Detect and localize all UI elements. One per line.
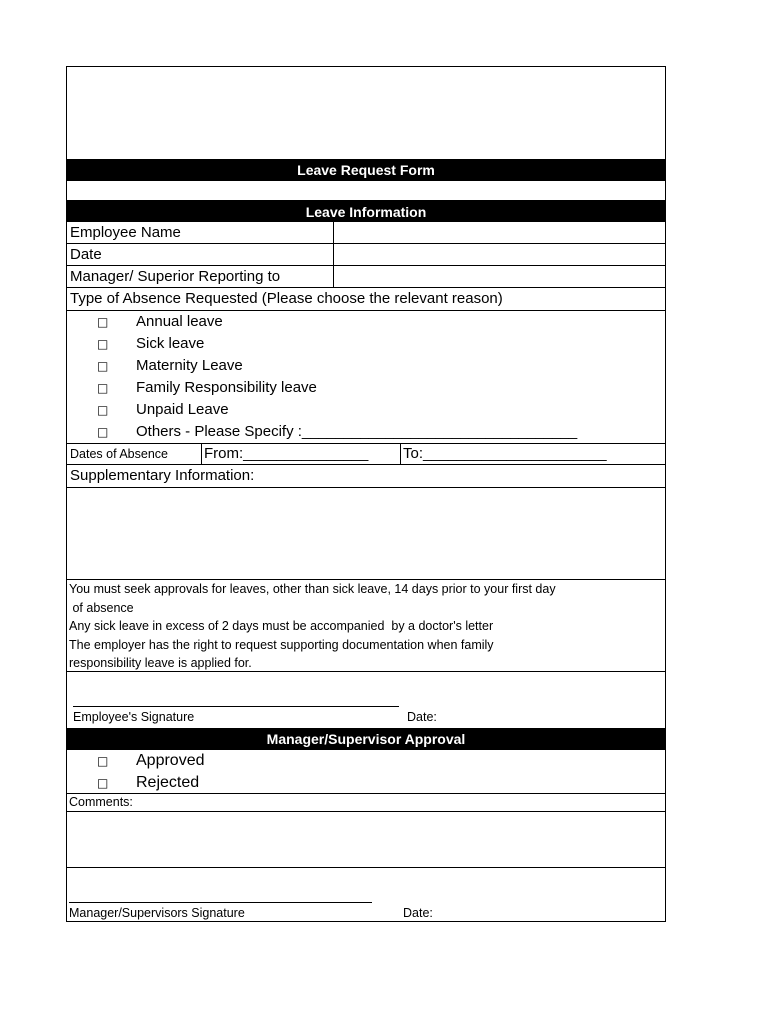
checkbox-icon[interactable]: □ (97, 381, 109, 395)
absence-option-annual[interactable] (67, 311, 665, 333)
supplementary-info-field[interactable] (67, 488, 665, 580)
notes-section (67, 580, 665, 672)
notes-text (69, 580, 556, 673)
note-line: You must seek approvals for leaves, other than sick leave, 14 days prior to your first day (69, 582, 556, 596)
absence-option-label: Maternity Leave (136, 357, 243, 374)
employee-name-row (67, 222, 665, 244)
spacer-row (67, 181, 665, 201)
leave-request-form (66, 66, 666, 922)
supplementary-label-row (67, 465, 665, 488)
absence-type-row (67, 288, 665, 311)
date-from-field[interactable]: From:_______________ (204, 445, 369, 462)
absence-option-label: Others - Please Specify :_________________________________ (136, 423, 578, 440)
absence-option-family[interactable] (67, 377, 665, 399)
manager-signature-label: Manager/Supervisors Signature (69, 906, 245, 920)
comments-field[interactable] (67, 812, 665, 868)
employee-date-label: Date: (407, 710, 437, 724)
employee-name-label: Employee Name (70, 224, 181, 241)
absence-option-label: Family Responsibility leave (136, 379, 317, 396)
manager-row (67, 266, 665, 288)
absence-option-label: Unpaid Leave (136, 401, 229, 418)
comments-label-row (67, 794, 665, 812)
approval-option-label: Approved (136, 752, 205, 769)
employee-signature-line[interactable] (73, 706, 399, 707)
checkbox-icon[interactable]: □ (97, 754, 109, 768)
note-line: responsibility leave is applied for. (69, 656, 252, 670)
manager-date-label: Date: (403, 906, 433, 920)
checkbox-icon[interactable]: □ (97, 776, 109, 790)
checkbox-icon[interactable]: □ (97, 337, 109, 351)
manager-signature-section (67, 868, 665, 922)
absence-option-others[interactable] (67, 421, 665, 443)
form-title: Leave Request Form (67, 159, 665, 181)
column-divider (400, 444, 401, 464)
approval-option-rejected[interactable] (67, 772, 665, 794)
dates-of-absence-row (67, 444, 665, 465)
employee-signature-label: Employee's Signature (73, 710, 195, 724)
column-divider (201, 444, 202, 464)
absence-option-label: Sick leave (136, 335, 205, 352)
checkbox-icon[interactable]: □ (97, 359, 109, 373)
section-manager-approval: Manager/Supervisor Approval (67, 728, 665, 750)
form-header-blank (67, 67, 665, 159)
note-line: of absence (69, 600, 134, 615)
manager-label: Manager/ Superior Reporting to (70, 268, 281, 285)
section-leave-information: Leave Information (67, 201, 665, 222)
checkbox-icon[interactable]: □ (97, 425, 109, 439)
approval-options-list (67, 750, 665, 794)
manager-signature-line[interactable] (69, 902, 372, 903)
date-label: Date (70, 246, 102, 263)
approval-option-approved[interactable] (67, 750, 665, 772)
comments-label: Comments: (69, 795, 133, 809)
employee-name-field[interactable] (334, 222, 665, 243)
checkbox-icon[interactable]: □ (97, 403, 109, 417)
approval-option-label: Rejected (136, 774, 200, 791)
absence-option-maternity[interactable] (67, 355, 665, 377)
absence-option-unpaid[interactable] (67, 399, 665, 421)
checkbox-icon[interactable]: □ (97, 315, 109, 329)
dates-of-absence-label: Dates of Absence (70, 447, 168, 461)
absence-option-label: Annual leave (136, 313, 223, 330)
employee-signature-section (67, 672, 665, 729)
absence-type-prompt: Type of Absence Requested (Please choose the relevant reason) (70, 290, 503, 307)
note-line: Any sick leave in excess of 2 days must be accompanied by a doctor's letter (69, 619, 494, 633)
manager-field[interactable] (334, 266, 665, 287)
date-to-field[interactable]: To:______________________ (403, 445, 607, 462)
note-line: The employer has the right to request supporting documentation when family (69, 637, 494, 652)
supplementary-label: Supplementary Information: (70, 467, 255, 484)
absence-option-sick[interactable] (67, 333, 665, 355)
absence-options-list (67, 311, 665, 444)
date-row (67, 244, 665, 266)
date-field[interactable] (334, 244, 665, 265)
